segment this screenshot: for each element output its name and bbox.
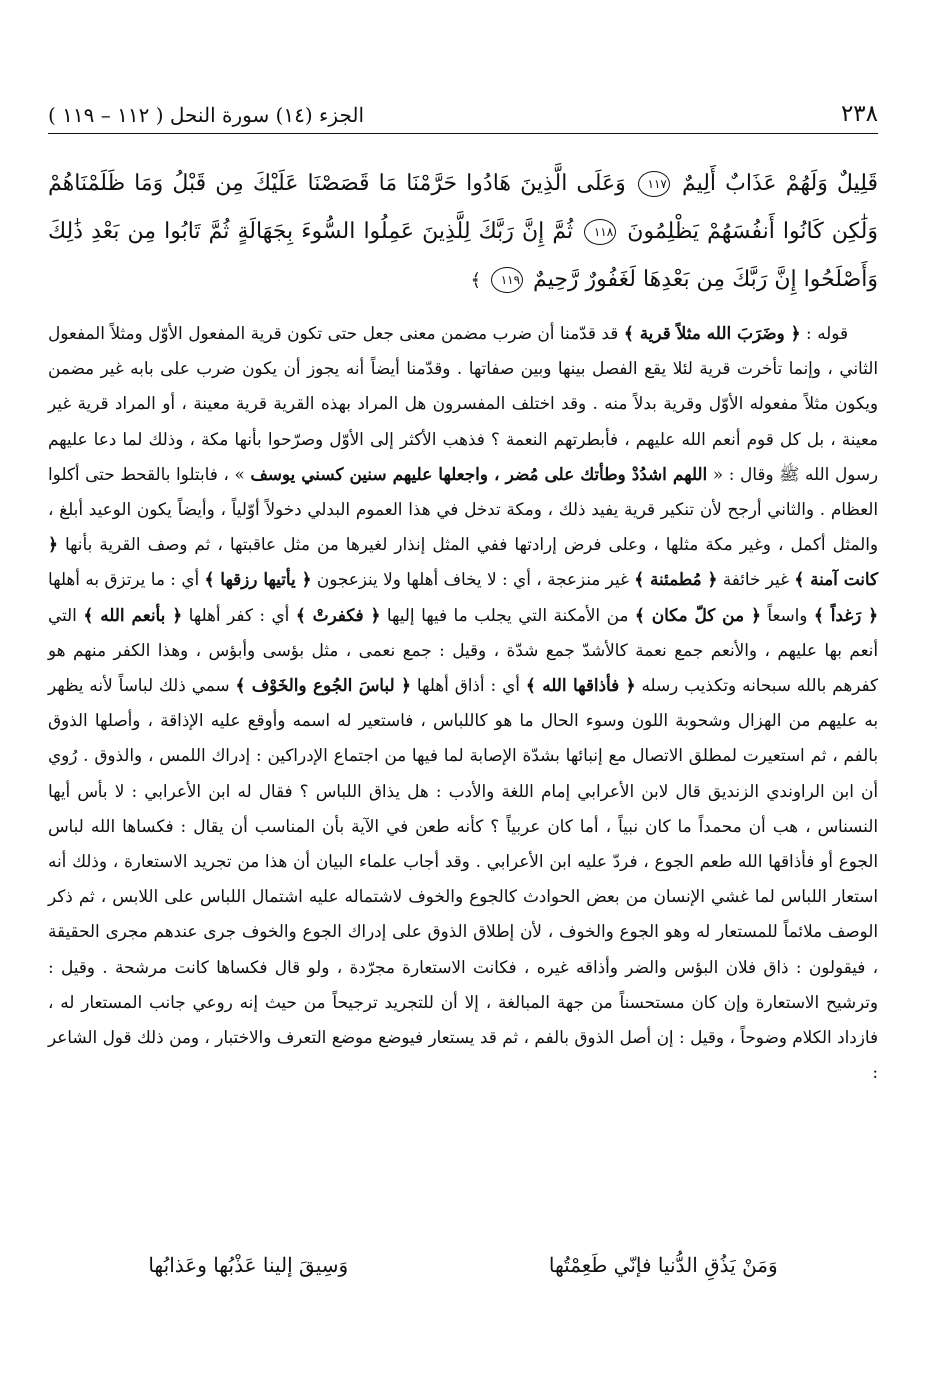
text-segment: قوله : (806, 323, 848, 343)
poem-verse (48, 1245, 878, 1285)
verse-number-118: ١١٨ (584, 219, 616, 245)
text-segment: من الأمكنة التي يجلب ما فيها إليها (386, 604, 629, 625)
quoted-verse: ﴿ لباسَ الجُوع والخَوْف ﴾ (235, 675, 411, 696)
page-number: ٢٣٨ (840, 101, 878, 127)
verse-number-117: ١١٧ (638, 171, 670, 197)
text-segment: سمي ذلك لباساً لأنه يظهر به عليهم من الهزال وشحوبة اللون وسوء الحال ما هو كاللباس ، فاستعير له اسمه وأوقع عليه الإذاقة ، وأصلها الذوق بالفم ، ثم استعيرت لمطلق الاتصال مع إنبائها بشدّة الإصابة لما فيها من اجتماع الإدراكين : إدراك اللمس ، والذوق . رُوي أن ابن الراوندي الزنديق قال لابن الأعرابي إمام اللغة والأدب : هل يذاق اللباس ؟ فقال له ابن الأعرابي : لا بأس أيها النسناس ، هب أن محمداً ما كان نبياً ، أما كان عربياً ؟ كأنه طعن في الآية بأن المناسب أن يقال : فكساها الله لباس الجوع أو فأذاقها الله طعم الجوع ، فردّ عليه ابن الأعرابي . وقد أجاب علماء البيان أن هذا من تجريد الاستعارة ، وذلك أنه استعار اللباس لما غشي الإنسان من بعض الحوادث كالجوع والخوف لاشتماله عليه اشتمال اللباس على اللابس ، ثم ذكر الوصف ملائماً للمستعار له وهو الجوع والخوف ، لأن إطلاق الذوق على إدراك الجوع والخوف جرى عندهم مجرى الحقيقة ، فيقولون : ذاق فلان البؤس والضر وأذاقه غيره ، فكانت الاستعارة مجرّدة ، ولو قال فكساها كانت مرشحة . وقيل : وترشيح الاستعارة وإن كان مستحسناً من جهة المبالغة ، إلا أن للتجريد ترجيحاً من حيث إنه روعي جانب المستعار له ، فازداد الكلام وضوحاً ، وقيل : إن أصل الذوق بالفم ، ثم قد يستعار فيوضع موضع التعرف والاختبار ، ومن ذلك قول الشاعر : (48, 675, 878, 1083)
verse-118: وَعَلَى الَّذِينَ هَادُوا حَرَّمْنَا مَا قَصَصْنَا عَلَيْكَ مِن قَبْلُ وَمَا ظَلَمْنَاهُمْ وَلَٰكِن كَانُوا أَنفُسَهُمْ يَظْلِمُونَ (48, 171, 879, 244)
text-segment: قد قدّمنا أن ضرب مضمن معنى جعل حتى تكون قرية المفعول الأوّل ومثلاً المفعول الثاني ، وإنما تأخرت قرية لئلا يقع الفصل بينها وبين صفاتها . وقدّمنا أيضاً أنه يجوز أن يكون ضرب على بابه غير مضمن ويكون مثلاً مفعوله الأوّل وقرية بدلاً منه . وقد اختلف المفسرون هل المراد بهذه القرية قرية معينة ، أو المراد قرية غير معينة ، بل كل قوم أنعم الله عليهم ، فأبطرتهم النعمة ؟ فذهب الأكثر إلى الأوّل وصرّحوا بأنها مكة ، وذلك لما دعا عليهم رسول الله ﷺ وقال : « (48, 323, 878, 484)
text-segment: أي : ما يرتزق به أهلها (48, 569, 200, 590)
text-segment: واسعاً (767, 604, 808, 625)
commentary-paragraph (48, 316, 878, 1090)
quoted-verse: ﴿ من كلّ مكان ﴾ (634, 604, 761, 625)
quoted-verse: ﴿ فكفرتْ ﴾ (295, 604, 381, 625)
text-segment: » ، فابتلوا بالقحط حتى أكلوا العظام . والثاني أرجح لأن تنكير قرية يفيد ذلك ، ومكة تدخل في هذا العموم البدلي دخولاً أوّلياً ، وأيضاً يكون الوعيد أبلغ ، والمثل أكمل ، وغير مكة مثلها ، وعلى فرض إرادتها ففي المثل إنذار لغيرها من مثل عاقبتها ، ثم وصف القرية بأنها (48, 463, 878, 555)
quran-verses (48, 160, 878, 305)
poem-hemistich-left: وَسِيقَ إلينا عَذْبُها وعَذابُها (148, 1253, 349, 1277)
page-header (48, 98, 878, 134)
tafsir-text (48, 316, 878, 1090)
text-segment: أي : كفر أهلها (188, 604, 290, 625)
poem-hemistich-right: وَمَنْ يَذُقِ الدُّنيا فإنّي طَعِمْتُها (548, 1253, 778, 1277)
verse-number-119: ١١٩ (491, 267, 523, 293)
running-title: الجزء (١٤) سورة النحل ( ١١٢ – ١١٩ ) (48, 103, 365, 127)
text-segment: غير منزعجة ، أي : لا يخاف أهلها ولا ينزعجون (316, 569, 629, 590)
quoted-hadith: اللهم اشدُدْ وطأتك على مُضر ، واجعلها عليهم سنين كسني يوسف (250, 463, 708, 484)
quoted-verse: ﴿ يأتيها رزقها ﴾ (204, 569, 312, 590)
quoted-verse: ﴿ بأنعم الله ﴾ (83, 604, 183, 625)
quoted-verse: ﴿ كانت آمنة ﴾ (48, 534, 878, 590)
quoted-verse: ﴿ مُطمئنة ﴾ (634, 569, 718, 590)
verse-119: ثُمَّ إِنَّ رَبَّكَ لِلَّذِينَ عَمِلُوا السُّوءَ بِجَهَالَةٍ ثُمَّ تَابُوا مِن بَعْدِ ذَٰلِكَ وَأَصْلَحُوا إِنَّ رَبَّكَ مِن بَعْدِهَا لَغَفُورٌ رَّحِيمٌ (48, 219, 878, 292)
text-segment: أي : أذاق أهلها (416, 675, 520, 696)
text-segment: التي أنعم بها عليهم ، والأنعم جمع نعمة كالأشدّ جمع شدّة ، وقيل : جمع نعمى ، مثل بؤسى وأبؤس ، وهذا الكفر منهم هو كفرهم بالله سبحانه وتكذيب رسله (48, 604, 878, 696)
text-segment: غير خائفة (722, 569, 789, 590)
verse-117-end: قَلِيلٌ وَلَهُمْ عَذَابٌ أَلِيمٌ (681, 171, 878, 196)
closing-brace: ﴾ (470, 270, 482, 291)
quoted-verse: ﴿ رَغداً ﴾ (813, 604, 878, 625)
quoted-verse: ﴿ وضَرَبَ الله مثلاً قرية ﴾ (623, 323, 801, 343)
quoted-verse: ﴿ فأذاقها الله ﴾ (525, 675, 636, 696)
